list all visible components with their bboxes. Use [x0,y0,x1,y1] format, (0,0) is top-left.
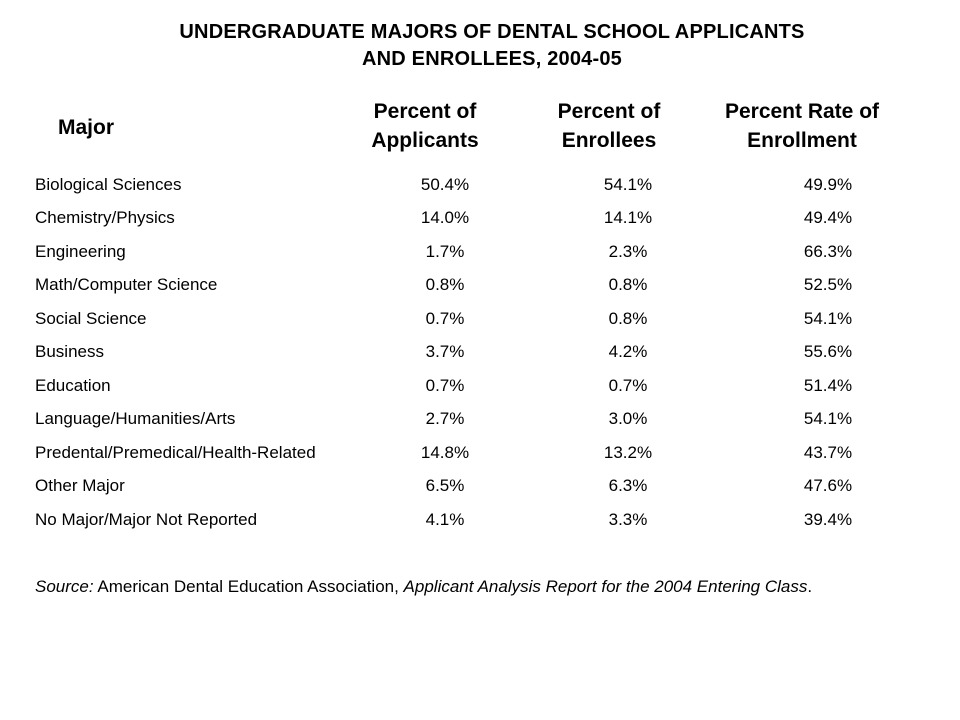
rate-cell: 51.4% [803,376,853,395]
column-header-major [58,113,114,142]
table-row [0,342,960,376]
table-row [0,510,960,544]
major-cell: Chemistry/Physics [35,208,175,227]
column-header-applicants [345,97,505,155]
rate-cell: 54.1% [803,409,853,428]
column-header-rate [702,97,902,155]
table-row [0,242,960,276]
enrollees-cell: 4.2% [608,342,648,361]
enrollees-cell: 2.3% [608,242,648,261]
enrollees-cell: 54.1% [603,175,653,194]
major-cell: Social Science [35,309,147,328]
table-row [0,208,960,242]
column-header-rate-line-2: Enrollment [747,129,857,152]
major-cell: Biological Sciences [35,175,182,194]
rate-cell: 39.4% [803,510,853,529]
rate-cell: 49.4% [803,208,853,227]
major-cell: Math/Computer Science [35,275,218,294]
table-row [0,175,960,209]
source-text: American Dental Education Association, [93,577,404,596]
major-cell: Business [35,342,104,361]
rate-cell: 49.9% [803,175,853,194]
applicants-cell: 14.8% [420,443,470,462]
source-report-title: Applicant Analysis Report for the 2004 Entering Class [403,577,808,596]
applicants-cell: 50.4% [420,175,470,194]
column-header-enrollees-line-1: Percent of [557,100,661,123]
page-title [0,19,960,73]
enrollees-cell: 0.8% [608,309,648,328]
source-end: . [807,577,813,596]
column-header-enrollees [529,97,689,155]
rate-cell: 54.1% [803,309,853,328]
rate-cell: 66.3% [803,242,853,261]
enrollees-cell: 6.3% [608,476,648,495]
major-cell: Language/Humanities/Arts [35,409,236,428]
table-row [0,309,960,343]
source-label: Source: [35,577,94,596]
enrollees-cell: 3.0% [608,409,648,428]
column-header-enrollees-line-2: Enrollees [561,129,657,152]
table-row [0,409,960,443]
title-line-1: UNDERGRADUATE MAJORS OF DENTAL SCHOOL APPLICANTS [179,21,805,43]
applicants-cell: 0.7% [425,376,465,395]
applicants-cell: 0.8% [425,275,465,294]
enrollees-cell: 13.2% [603,443,653,462]
column-header-applicants-line-2: Applicants [371,129,479,152]
column-header-major-label: Major [58,116,115,139]
applicants-cell: 2.7% [425,409,465,428]
applicants-cell: 6.5% [425,476,465,495]
applicants-cell: 3.7% [425,342,465,361]
rate-cell: 43.7% [803,443,853,462]
applicants-cell: 1.7% [425,242,465,261]
table-row [0,476,960,510]
column-header-rate-line-1: Percent Rate of [724,100,880,123]
major-cell: Other Major [35,476,125,495]
table-row [0,376,960,410]
major-cell: Predental/Premedical/Health-Related [35,443,316,462]
major-cell: Education [35,376,111,395]
enrollees-cell: 3.3% [608,510,648,529]
source-note [35,577,812,597]
table-row [0,275,960,309]
enrollees-cell: 14.1% [603,208,653,227]
rate-cell: 47.6% [803,476,853,495]
rate-cell: 55.6% [803,342,853,361]
rate-cell: 52.5% [803,275,853,294]
major-cell: Engineering [35,242,126,261]
title-line-2: AND ENROLLEES, 2004-05 [361,48,623,70]
applicants-cell: 0.7% [425,309,465,328]
major-cell: No Major/Major Not Reported [35,510,258,529]
applicants-cell: 4.1% [425,510,465,529]
enrollees-cell: 0.7% [608,376,648,395]
column-header-applicants-line-1: Percent of [373,100,477,123]
table-row [0,443,960,477]
enrollees-cell: 0.8% [608,275,648,294]
applicants-cell: 14.0% [420,208,470,227]
